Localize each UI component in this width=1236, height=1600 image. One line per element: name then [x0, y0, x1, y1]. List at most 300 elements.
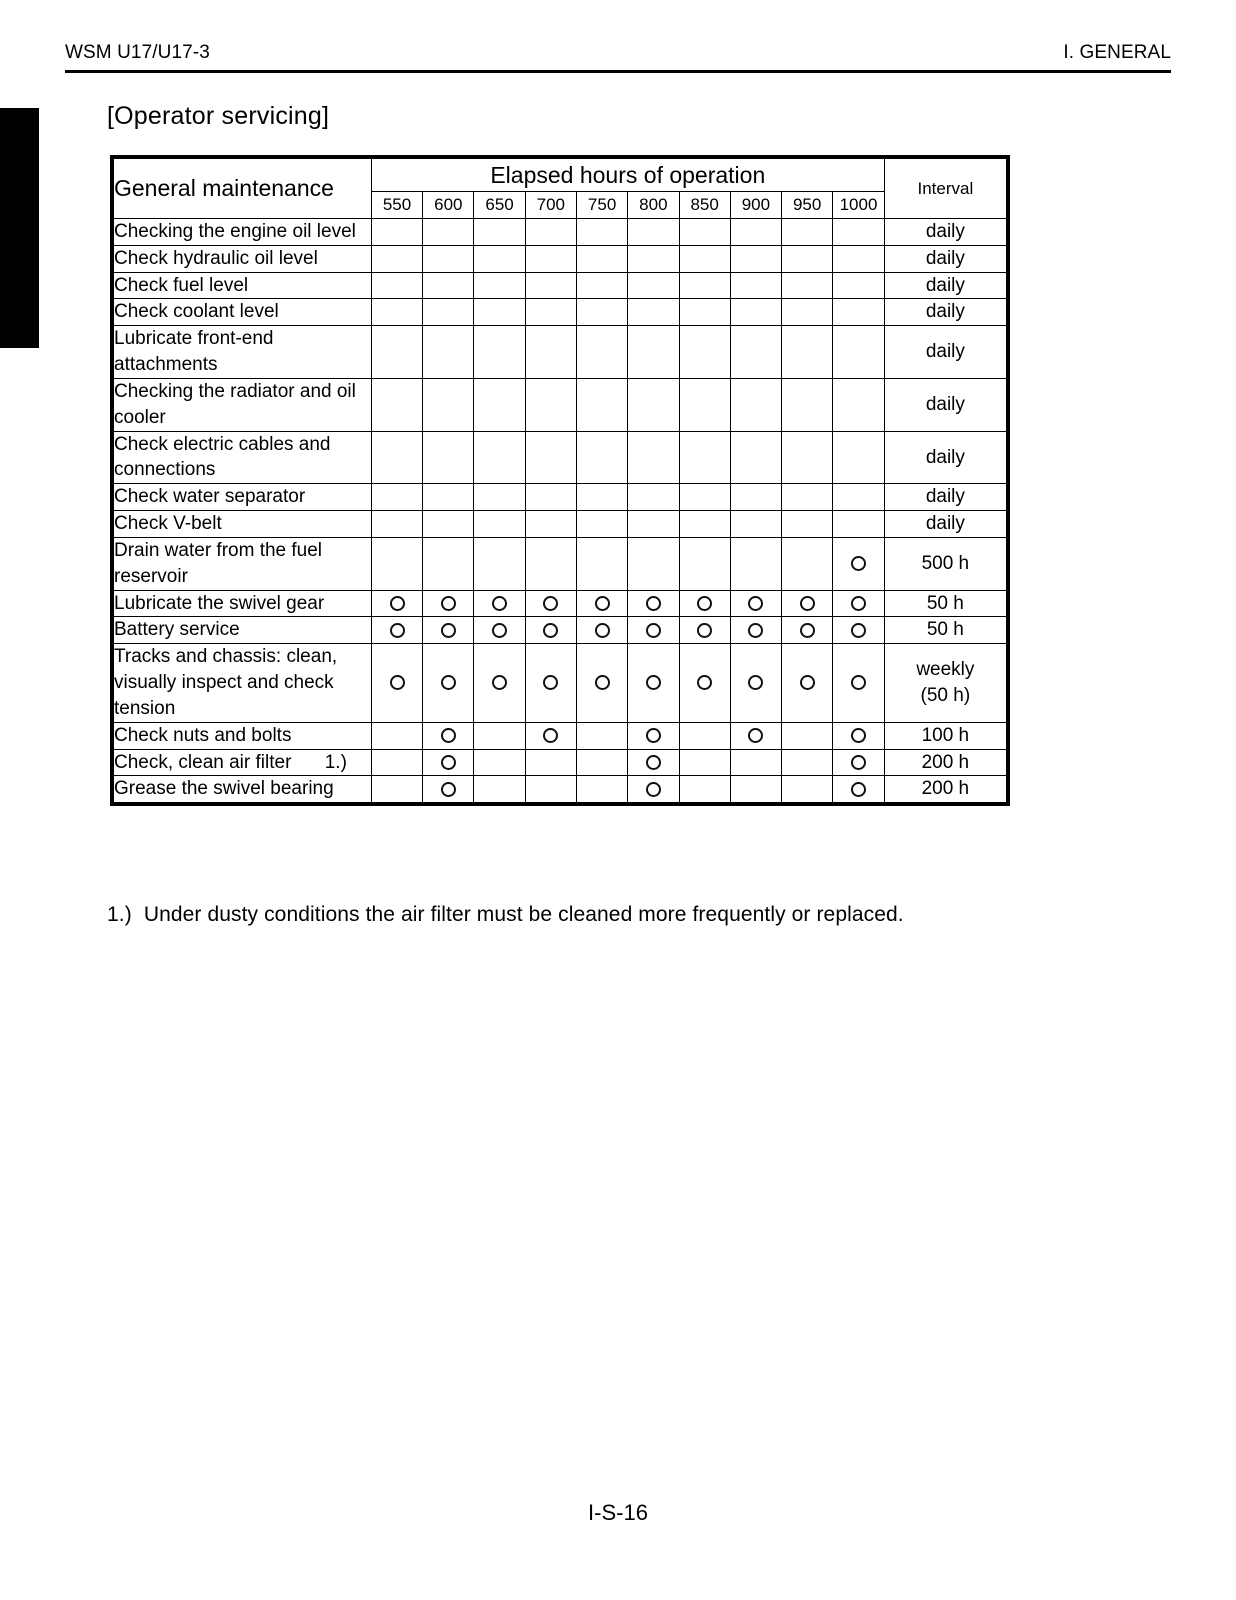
service-mark-cell-empty [833, 299, 884, 326]
table-row [112, 776, 1008, 804]
circle-mark-icon [543, 623, 558, 638]
service-mark-cell-empty [679, 722, 730, 749]
task-label: Check coolant level [114, 301, 279, 323]
service-mark-cell-empty [679, 537, 730, 590]
task-label-cell [112, 219, 371, 246]
service-mark-cell-checked [423, 644, 474, 722]
circle-mark-icon [441, 782, 456, 797]
page-number: I-S-16 [588, 1500, 648, 1525]
service-mark-cell-checked [371, 617, 422, 644]
service-mark-cell-empty [679, 484, 730, 511]
service-mark-cell-empty [423, 378, 474, 431]
service-mark-cell-empty [679, 272, 730, 299]
footnote-marker: 1.) [324, 751, 347, 773]
service-mark-cell-empty [679, 749, 730, 776]
service-mark-cell-empty [525, 299, 576, 326]
service-mark-cell-empty [525, 272, 576, 299]
service-mark-cell-checked [525, 644, 576, 722]
table-row [112, 537, 1008, 590]
service-mark-cell-empty [474, 511, 525, 538]
service-mark-cell-empty [679, 431, 730, 484]
service-mark-cell-empty [371, 431, 422, 484]
service-mark-cell-empty [730, 299, 781, 326]
interval-cell [884, 749, 1008, 776]
service-mark-cell-empty [628, 511, 679, 538]
circle-mark-icon [492, 675, 507, 690]
table-row [112, 644, 1008, 722]
service-mark-cell-empty [474, 722, 525, 749]
service-mark-cell-checked [833, 590, 884, 617]
circle-mark-icon [441, 623, 456, 638]
service-mark-cell-empty [371, 326, 422, 379]
service-mark-cell-checked [730, 590, 781, 617]
service-mark-cell-checked [423, 590, 474, 617]
service-mark-cell-empty [474, 245, 525, 272]
hour-column-header: 650 [474, 192, 525, 219]
circle-mark-icon [748, 675, 763, 690]
table-row [112, 299, 1008, 326]
circle-mark-icon [851, 556, 866, 571]
service-mark-cell-empty [628, 245, 679, 272]
service-mark-cell-checked [679, 644, 730, 722]
table-row [112, 326, 1008, 379]
service-mark-cell-empty [525, 749, 576, 776]
service-mark-cell-empty [576, 484, 627, 511]
service-mark-cell-empty [474, 537, 525, 590]
service-mark-cell-empty [423, 511, 474, 538]
circle-mark-icon [851, 782, 866, 797]
service-mark-cell-checked [833, 749, 884, 776]
service-mark-cell-empty [833, 272, 884, 299]
service-mark-cell-checked [525, 590, 576, 617]
circle-mark-icon [851, 755, 866, 770]
service-mark-cell-empty [730, 245, 781, 272]
task-label-cell [112, 272, 371, 299]
task-label-cell [112, 299, 371, 326]
service-mark-cell-empty [833, 484, 884, 511]
service-mark-cell-empty [525, 245, 576, 272]
circle-mark-icon [390, 596, 405, 611]
task-label: Check V-belt [114, 513, 222, 535]
task-label-cell [112, 644, 371, 722]
service-mark-cell-empty [576, 722, 627, 749]
service-mark-cell-checked [730, 617, 781, 644]
service-mark-cell-empty [576, 537, 627, 590]
task-label-cell [112, 245, 371, 272]
task-label: Grease the swivel bearing [114, 778, 334, 800]
service-mark-cell-empty [782, 378, 833, 431]
interval-cell [884, 272, 1008, 299]
interval-line: 100 h [921, 724, 970, 746]
task-label: Drain water from the fuel reservoir [114, 539, 323, 587]
interval-cell [884, 299, 1008, 326]
service-mark-cell-empty [782, 484, 833, 511]
circle-mark-icon [646, 728, 661, 743]
circle-mark-icon [646, 782, 661, 797]
header-rule [65, 70, 1171, 73]
circle-mark-icon [697, 623, 712, 638]
interval-cell [884, 776, 1008, 804]
footnote [107, 903, 904, 927]
service-mark-cell-checked [628, 590, 679, 617]
task-label: Battery service [114, 619, 240, 641]
service-mark-cell-empty [628, 219, 679, 246]
service-mark-cell-empty [474, 378, 525, 431]
circle-mark-icon [441, 596, 456, 611]
service-mark-cell-empty [833, 511, 884, 538]
circle-mark-icon [595, 675, 610, 690]
service-mark-cell-checked [833, 644, 884, 722]
service-mark-cell-empty [576, 326, 627, 379]
circle-mark-icon [595, 623, 610, 638]
service-mark-cell-checked [474, 617, 525, 644]
interval-cell [884, 326, 1008, 379]
service-mark-cell-checked [833, 537, 884, 590]
service-mark-cell-checked [730, 722, 781, 749]
service-mark-cell-empty [371, 537, 422, 590]
service-mark-cell-empty [371, 299, 422, 326]
header-section-name: I. GENERAL [1063, 42, 1171, 63]
task-column-header: General maintenance [112, 157, 371, 219]
interval-line: daily [925, 274, 965, 296]
task-label: Check hydraulic oil level [114, 247, 318, 269]
service-mark-cell-empty [679, 219, 730, 246]
service-mark-cell-empty [679, 299, 730, 326]
table-row [112, 590, 1008, 617]
interval-cell [884, 590, 1008, 617]
circle-mark-icon [543, 728, 558, 743]
service-mark-cell-empty [679, 326, 730, 379]
service-mark-cell-empty [371, 722, 422, 749]
interval-line: daily [925, 513, 965, 535]
service-mark-cell-empty [576, 245, 627, 272]
maintenance-table-wrapper [110, 155, 1010, 806]
interval-column-header: Interval [884, 157, 1008, 219]
hour-column-header: 550 [371, 192, 422, 219]
service-mark-cell-checked [423, 776, 474, 804]
service-mark-cell-checked [628, 644, 679, 722]
service-mark-cell-empty [423, 326, 474, 379]
service-mark-cell-empty [423, 537, 474, 590]
service-mark-cell-empty [782, 245, 833, 272]
task-label: Check water separator [114, 486, 306, 508]
service-mark-cell-empty [576, 219, 627, 246]
interval-line: daily [925, 446, 965, 468]
table-row [112, 431, 1008, 484]
service-mark-cell-empty [525, 326, 576, 379]
service-mark-cell-empty [371, 272, 422, 299]
task-label-cell [112, 326, 371, 379]
service-mark-cell-empty [679, 245, 730, 272]
hour-column-header: 900 [730, 192, 781, 219]
hour-column-header: 600 [423, 192, 474, 219]
service-mark-cell-empty [730, 272, 781, 299]
service-mark-cell-empty [730, 378, 781, 431]
interval-line: daily [925, 341, 965, 363]
service-mark-cell-empty [474, 431, 525, 484]
table-row [112, 378, 1008, 431]
service-mark-cell-empty [371, 776, 422, 804]
service-mark-cell-checked [423, 617, 474, 644]
service-mark-cell-checked [474, 644, 525, 722]
service-mark-cell-empty [730, 484, 781, 511]
service-mark-cell-empty [371, 219, 422, 246]
service-mark-cell-empty [782, 272, 833, 299]
maintenance-schedule-table [110, 155, 1010, 806]
service-mark-cell-empty [782, 776, 833, 804]
service-mark-cell-checked [371, 644, 422, 722]
elapsed-hours-group-header: Elapsed hours of operation [371, 157, 884, 192]
service-mark-cell-empty [576, 749, 627, 776]
service-mark-cell-empty [730, 326, 781, 379]
service-mark-cell-empty [525, 378, 576, 431]
service-mark-cell-checked [628, 617, 679, 644]
service-mark-cell-empty [782, 722, 833, 749]
task-label: Check nuts and bolts [114, 724, 292, 746]
task-label-cell [112, 431, 371, 484]
service-mark-cell-empty [474, 272, 525, 299]
service-mark-cell-checked [423, 749, 474, 776]
interval-cell [884, 617, 1008, 644]
service-mark-cell-empty [628, 378, 679, 431]
service-mark-cell-empty [371, 749, 422, 776]
service-mark-cell-checked [576, 590, 627, 617]
service-mark-cell-checked [423, 722, 474, 749]
hour-column-header: 850 [679, 192, 730, 219]
page-header [65, 42, 1171, 73]
service-mark-cell-empty [371, 378, 422, 431]
table-row [112, 617, 1008, 644]
table-row [112, 749, 1008, 776]
service-mark-cell-empty [782, 299, 833, 326]
service-mark-cell-empty [679, 511, 730, 538]
hour-column-header: 750 [576, 192, 627, 219]
footnote-number: 1.) [107, 903, 132, 926]
hour-column-header: 950 [782, 192, 833, 219]
service-mark-cell-checked [833, 776, 884, 804]
interval-cell [884, 644, 1008, 722]
interval-cell [884, 537, 1008, 590]
service-mark-cell-empty [782, 219, 833, 246]
service-mark-cell-empty [423, 219, 474, 246]
circle-mark-icon [646, 596, 661, 611]
service-mark-cell-empty [474, 219, 525, 246]
interval-cell [884, 484, 1008, 511]
hour-column-header: 1000 [833, 192, 884, 219]
circle-mark-icon [441, 728, 456, 743]
circle-mark-icon [800, 623, 815, 638]
interval-cell [884, 378, 1008, 431]
section-title: [Operator servicing] [107, 102, 330, 130]
service-mark-cell-checked [371, 590, 422, 617]
task-label-cell [112, 511, 371, 538]
service-mark-cell-empty [371, 245, 422, 272]
service-mark-cell-empty [576, 431, 627, 484]
service-mark-cell-empty [730, 749, 781, 776]
interval-line: weekly [916, 659, 975, 681]
interval-cell [884, 431, 1008, 484]
service-mark-cell-empty [833, 245, 884, 272]
interval-line: 50 h [926, 619, 964, 641]
service-mark-cell-checked [628, 776, 679, 804]
circle-mark-icon [851, 623, 866, 638]
circle-mark-icon [646, 623, 661, 638]
service-mark-cell-checked [833, 617, 884, 644]
circle-mark-icon [492, 596, 507, 611]
circle-mark-icon [851, 728, 866, 743]
circle-mark-icon [851, 596, 866, 611]
service-mark-cell-empty [576, 511, 627, 538]
service-mark-cell-empty [628, 484, 679, 511]
service-mark-cell-empty [782, 431, 833, 484]
task-label-cell [112, 617, 371, 644]
hour-column-header: 700 [525, 192, 576, 219]
table-row [112, 245, 1008, 272]
interval-cell [884, 722, 1008, 749]
service-mark-cell-empty [782, 749, 833, 776]
circle-mark-icon [646, 755, 661, 770]
circle-mark-icon [851, 675, 866, 690]
service-mark-cell-empty [525, 431, 576, 484]
task-label: Checking the radiator and oil cooler [114, 380, 356, 428]
circle-mark-icon [646, 675, 661, 690]
task-label: Lubricate front-end attachments [114, 328, 274, 376]
task-label-cell [112, 590, 371, 617]
interval-line: (50 h) [920, 684, 971, 706]
service-mark-cell-empty [525, 484, 576, 511]
task-label: Lubricate the swivel gear [114, 592, 325, 614]
service-mark-cell-checked [628, 722, 679, 749]
service-mark-cell-empty [576, 378, 627, 431]
circle-mark-icon [441, 755, 456, 770]
interval-cell [884, 511, 1008, 538]
task-label-cell [112, 378, 371, 431]
service-mark-cell-empty [474, 749, 525, 776]
service-mark-cell-checked [679, 617, 730, 644]
interval-line: daily [925, 301, 965, 323]
service-mark-cell-empty [628, 326, 679, 379]
interval-line: daily [925, 247, 965, 269]
table-header [112, 157, 1008, 219]
table-header-row-group [112, 157, 1008, 192]
interval-cell [884, 219, 1008, 246]
task-label-cell [112, 776, 371, 804]
circle-mark-icon [492, 623, 507, 638]
table-row [112, 511, 1008, 538]
circle-mark-icon [543, 596, 558, 611]
service-mark-cell-empty [679, 776, 730, 804]
task-label: Checking the engine oil level [114, 221, 356, 242]
service-mark-cell-empty [628, 537, 679, 590]
circle-mark-icon [697, 596, 712, 611]
service-mark-cell-empty [782, 511, 833, 538]
task-label: Check, clean air filter [114, 751, 292, 773]
service-mark-cell-empty [423, 431, 474, 484]
circle-mark-icon [441, 675, 456, 690]
circle-mark-icon [800, 596, 815, 611]
service-mark-cell-empty [679, 378, 730, 431]
service-mark-cell-empty [576, 299, 627, 326]
service-mark-cell-empty [423, 272, 474, 299]
service-mark-cell-empty [423, 299, 474, 326]
circle-mark-icon [595, 596, 610, 611]
service-mark-cell-empty [525, 219, 576, 246]
service-mark-cell-empty [525, 511, 576, 538]
service-mark-cell-checked [576, 644, 627, 722]
table-row [112, 272, 1008, 299]
service-mark-cell-empty [525, 537, 576, 590]
service-mark-cell-checked [782, 644, 833, 722]
service-mark-cell-checked [730, 644, 781, 722]
service-mark-cell-checked [628, 749, 679, 776]
header-manual-title: WSM U17/U17-3 [65, 42, 210, 63]
interval-line: 200 h [921, 778, 970, 800]
task-label-cell [112, 484, 371, 511]
task-label: Check electric cables and connections [114, 433, 331, 481]
service-mark-cell-checked [782, 590, 833, 617]
service-mark-cell-empty [576, 272, 627, 299]
service-mark-cell-checked [782, 617, 833, 644]
service-mark-cell-empty [730, 511, 781, 538]
task-label-cell [112, 722, 371, 749]
service-mark-cell-empty [833, 431, 884, 484]
footnote-text: Under dusty conditions the air filter must be cleaned more frequently or replaced. [143, 903, 904, 926]
service-mark-cell-empty [730, 431, 781, 484]
table-body [112, 219, 1008, 805]
service-mark-cell-empty [782, 537, 833, 590]
interval-line: daily [925, 393, 965, 415]
service-mark-cell-checked [474, 590, 525, 617]
task-label: Tracks and chassis: clean, visually inspect and check tension [114, 646, 338, 719]
service-mark-cell-empty [474, 484, 525, 511]
service-mark-cell-checked [833, 722, 884, 749]
interval-line: 500 h [921, 552, 970, 574]
service-mark-cell-checked [525, 617, 576, 644]
interval-line: 50 h [926, 592, 964, 614]
circle-mark-icon [390, 623, 405, 638]
task-label-cell [112, 537, 371, 590]
service-mark-cell-empty [833, 326, 884, 379]
interval-line: 200 h [921, 751, 970, 773]
service-mark-cell-empty [628, 431, 679, 484]
circle-mark-icon [748, 728, 763, 743]
service-mark-cell-empty [782, 326, 833, 379]
circle-mark-icon [748, 596, 763, 611]
service-mark-cell-empty [730, 537, 781, 590]
service-mark-cell-empty [628, 272, 679, 299]
service-mark-cell-empty [423, 484, 474, 511]
interval-cell [884, 245, 1008, 272]
service-mark-cell-empty [576, 776, 627, 804]
table-row [112, 219, 1008, 246]
service-mark-cell-empty [730, 776, 781, 804]
service-mark-cell-empty [474, 326, 525, 379]
service-mark-cell-checked [525, 722, 576, 749]
interval-line: daily [925, 221, 965, 242]
circle-mark-icon [543, 675, 558, 690]
service-mark-cell-empty [371, 511, 422, 538]
task-label-cell [112, 749, 371, 776]
service-mark-cell-empty [474, 776, 525, 804]
service-mark-cell-empty [628, 299, 679, 326]
thumb-index-tab [0, 108, 39, 348]
service-mark-cell-checked [576, 617, 627, 644]
service-mark-cell-empty [730, 219, 781, 246]
circle-mark-icon [390, 675, 405, 690]
service-mark-cell-empty [525, 776, 576, 804]
table-row [112, 484, 1008, 511]
interval-line: daily [925, 486, 965, 508]
